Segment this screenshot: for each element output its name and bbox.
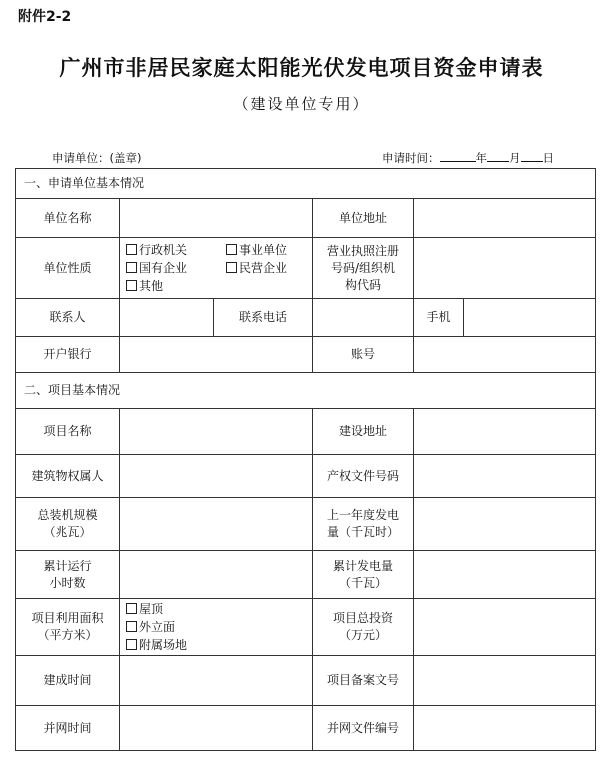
day-blank [521,150,543,162]
bank-label: 开户银行 [16,337,120,373]
application-time-label: 申请时间： [382,151,440,165]
attachment-label: 附件2-2 [18,9,72,25]
unit-nature-label: 单位性质 [16,238,120,299]
grid-doc-field[interactable] [414,706,596,751]
checkbox-icon[interactable] [126,639,137,650]
checkbox-icon[interactable] [126,603,137,614]
project-name-field[interactable] [120,409,313,455]
checkbox-icon[interactable] [226,262,237,273]
nature-option[interactable]: 行政机关 [126,241,226,259]
title-doc-label: 产权文件号码 [313,455,414,498]
built-time-field[interactable] [120,656,313,706]
run-hours-field[interactable] [120,551,313,599]
run-hours-label: 累计运行 小时数 [16,551,120,599]
last-year-generation-label: 上一年度发电 量（千瓦时） [313,498,414,551]
form-title: 广州市非居民家庭太阳能光伏发电项目资金申请表 [59,56,544,80]
month-blank [487,150,509,162]
grid-time-field[interactable] [120,706,313,751]
unit-address-label: 单位地址 [313,199,414,238]
unit-name-label: 单位名称 [16,199,120,238]
grid-time-label: 并网时间 [16,706,120,751]
contact-phone-label: 联系电话 [214,299,313,337]
form-subtitle: （建设单位专用） [233,95,370,113]
bank-field[interactable] [120,337,313,373]
day-label: 日 [542,151,554,165]
mobile-label: 手机 [414,299,464,337]
checkbox-icon[interactable] [126,280,137,291]
license-code-label: 营业执照注册 号码/组织机 构代码 [313,238,414,299]
nature-option[interactable]: 国有企业 [126,259,226,277]
total-investment-field[interactable] [414,599,596,656]
cumulative-generation-field[interactable] [414,551,596,599]
build-address-field[interactable] [414,409,596,455]
capacity-field[interactable] [120,498,313,551]
owner-label: 建筑物权属人 [16,455,120,498]
month-label: 月 [509,151,521,165]
contact-label: 联系人 [16,299,120,337]
area-option[interactable]: 外立面 [126,618,175,636]
owner-field[interactable] [120,455,313,498]
unit-nature-options [120,238,313,299]
unit-name-field[interactable] [120,199,313,238]
last-year-generation-field[interactable] [414,498,596,551]
filing-no-label: 项目备案文号 [313,656,414,706]
grid-doc-label: 并网文件编号 [313,706,414,751]
capacity-label: 总装机规模 （兆瓦） [16,498,120,551]
unit-address-field[interactable] [414,199,596,238]
built-time-label: 建成时间 [16,656,120,706]
contact-field[interactable] [120,299,214,337]
account-field[interactable] [414,337,596,373]
account-label: 账号 [313,337,414,373]
contact-phone-field[interactable] [313,299,414,337]
checkbox-icon[interactable] [126,621,137,632]
area-option[interactable]: 附属场地 [126,636,187,654]
filing-no-field[interactable] [414,656,596,706]
mobile-field[interactable] [464,299,596,337]
total-investment-label: 项目总投资 （万元） [313,599,414,656]
area-label: 项目利用面积 （平方米） [16,599,120,656]
area-option[interactable]: 屋顶 [126,600,163,618]
title-doc-field[interactable] [414,455,596,498]
application-form-table [15,168,596,751]
build-address-label: 建设地址 [313,409,414,455]
license-code-field[interactable] [414,238,596,299]
checkbox-icon[interactable] [126,244,137,255]
nature-option[interactable]: 其他 [126,277,163,295]
section2-heading: 二、项目基本情况 [16,373,596,409]
applicant-unit-label: 申请单位：(盖章) [52,151,142,165]
application-time [382,150,554,166]
checkbox-icon[interactable] [226,244,237,255]
year-blank [440,150,476,162]
project-name-label: 项目名称 [16,409,120,455]
nature-option[interactable]: 民营企业 [226,259,287,277]
area-options [120,599,313,656]
year-label: 年 [475,151,487,165]
cumulative-generation-label: 累计发电量 （千瓦） [313,551,414,599]
checkbox-icon[interactable] [126,262,137,273]
nature-option[interactable]: 事业单位 [226,241,287,259]
section1-heading: 一、申请单位基本情况 [16,169,596,199]
